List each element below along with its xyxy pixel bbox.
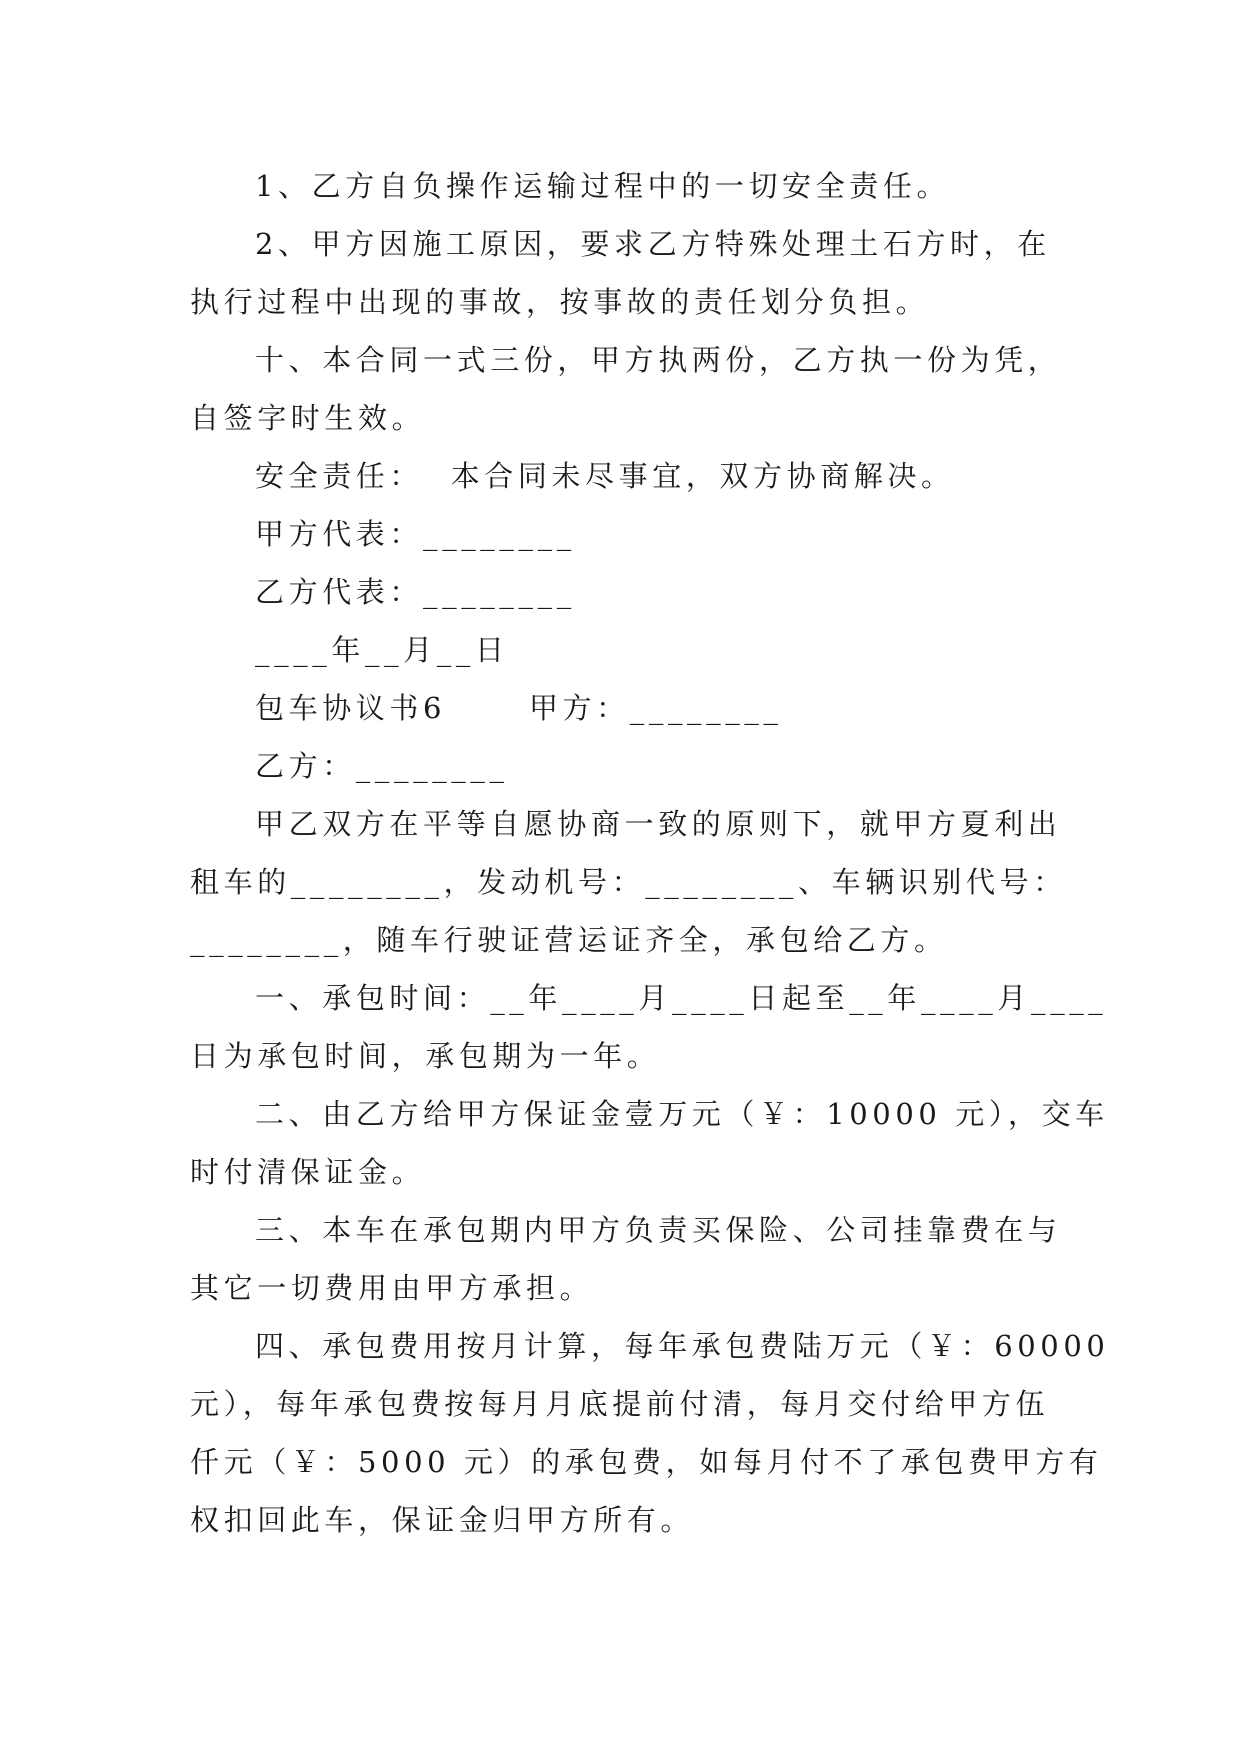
clause-contract-fee: 四、承包费用按月计算，每年承包费陆万元（￥：60000 [255,1329,1110,1363]
clause-special-handling: 2、甲方因施工原因，要求乙方特殊处理土石方时，在 [255,227,1051,261]
preamble: 甲乙双方在平等自愿协商一致的原则下，就甲方夏利出 [255,807,1062,841]
clause-safety-responsibility: 1、乙方自负操作运输过程中的一切安全责任。 [255,169,951,203]
clause-copies: 十、本合同一式三份，甲方执两份，乙方执一份为凭， [255,343,1062,377]
clause-contract-fee-cont-2: 仟元（￥：5000 元）的承包费，如每月付不了承包费甲方有 [190,1445,1103,1479]
clause-deposit-cont: 时付清保证金。 [190,1155,426,1189]
clause-copies-cont: 自签字时生效。 [190,401,426,435]
preamble-cont-2: ________，随车行驶证营运证齐全，承包给乙方。 [190,923,948,957]
agreement-6-title: 包车协议书6 甲方：________ [255,691,783,725]
clause-insurance: 三、本车在承包期内甲方负责买保险、公司挂靠费在与 [255,1213,1062,1247]
clause-contract-fee-cont-1: 元），每年承包费按每月月底提前付清，每月交付给甲方伍 [190,1387,1050,1421]
party-a-representative: 甲方代表：________ [255,517,576,551]
signature-date: ____年__月__日 [255,633,509,667]
party-b-line: 乙方：________ [255,749,509,783]
preamble-cont-1: 租车的________，发动机号：________、车辆识别代号： [190,865,1067,899]
clause-deposit: 二、由乙方给甲方保证金壹万元（￥：10000 元），交车 [255,1097,1109,1131]
clause-insurance-cont: 其它一切费用由甲方承担。 [190,1271,594,1305]
clause-special-handling-cont: 执行过程中出现的事故，按事故的责任划分负担。 [190,285,930,319]
clause-contract-period: 一、承包时间：__年____月____日起至__年____月____ [255,981,1108,1015]
party-b-representative: 乙方代表：________ [255,575,576,609]
clause-unresolved-matters: 安全责任： 本合同未尽事宜，双方协商解决。 [255,459,955,493]
clause-contract-period-cont: 日为承包时间，承包期为一年。 [190,1039,661,1073]
clause-contract-fee-cont-3: 权扣回此车，保证金归甲方所有。 [190,1503,695,1537]
